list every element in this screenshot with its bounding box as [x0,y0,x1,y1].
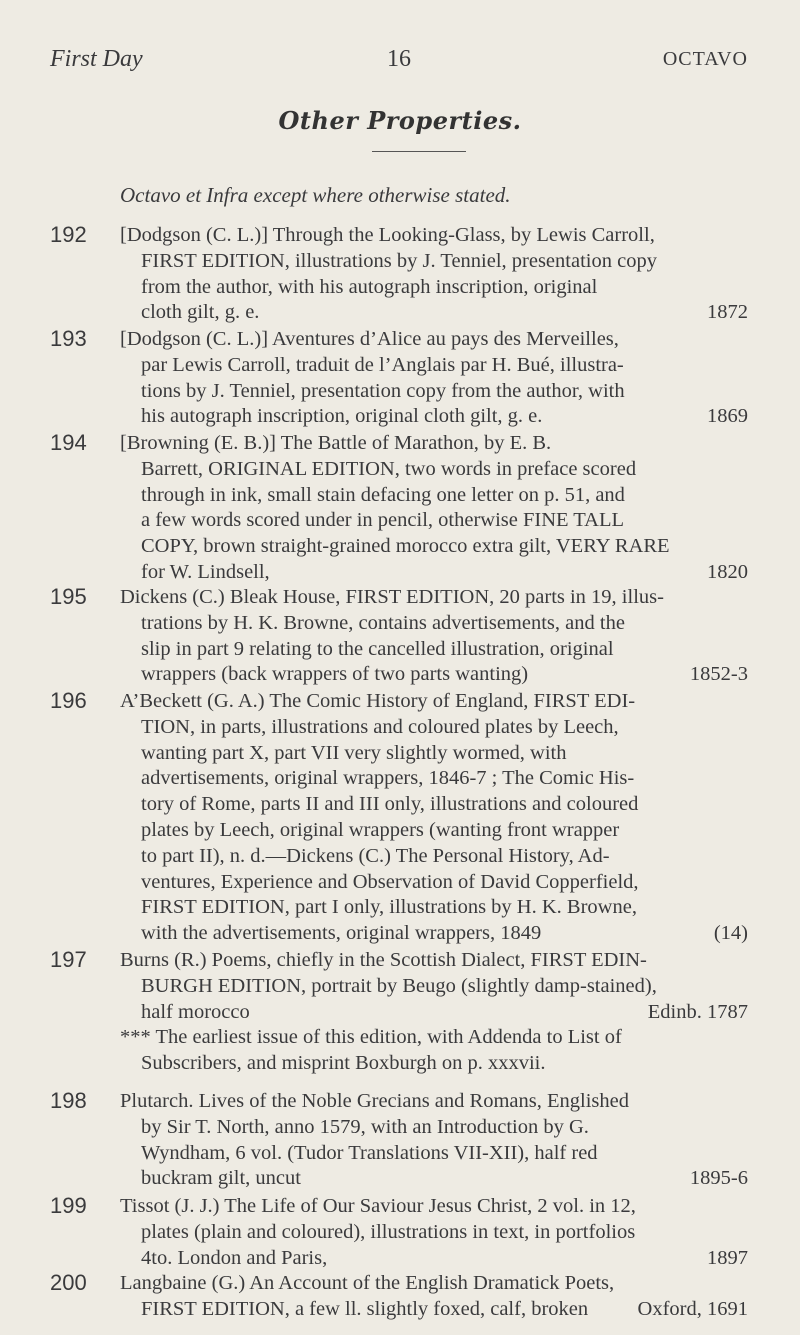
entry-line: BURGH EDITION, portrait by Beugo (slightly damp-stained), [141,974,657,997]
running-head-right: OCTAVO [662,48,748,70]
entry-line: cloth gilt, g. e. [141,301,260,324]
entry-line: from the author, with his autograph inscription, original [141,275,598,298]
entry-date: 1869 [707,405,748,428]
page-number: 16 [387,46,411,72]
entry-line: Langbaine (G.) An Account of the English Dramatick Poets, [120,1272,615,1294]
running-head [50,46,748,76]
entry-line: par Lewis Carroll, traduit de l’Anglais par H. Bué, illustra- [141,353,624,376]
entry-line: FIRST EDITION, a few ll. slightly foxed, calf, broken [141,1297,589,1320]
entry-date: Oxford, 1691 [637,1297,748,1320]
running-head-left: First Day [50,46,143,72]
entry-line: tions by J. Tenniel, presentation copy from the author, with [141,379,625,402]
entry-line: Wyndham, 6 vol. (Tudor Translations VII-XII), half red [141,1141,598,1164]
entry-line: for W. Lindsell, [141,561,270,583]
entry-line: to part II), n. d.—Dickens (C.) The Personal History, Ad- [141,844,610,867]
lot-number: 192 [50,222,87,247]
entry-date: 1820 [707,561,748,583]
section-subtitle: Octavo et Infra except where otherwise stated. [120,183,511,207]
entry-line: A’Beckett (G. A.) The Comic History of England, FIRST EDI- [120,690,636,712]
entry-line: wanting part X, part VII very slightly wormed, with [141,741,567,764]
lot-number: 194 [50,430,87,455]
entry-line: [Dodgson (C. L.)] Through the Looking-Glass, by Lewis Carroll, [120,224,655,246]
lot-number: 193 [50,326,87,351]
entry-line: wrappers (back wrappers of two parts wanting) [141,663,529,686]
entry-line: plates (plain and coloured), illustrations in text, in portfolios [141,1220,636,1243]
section-title: Other Properties. [278,106,522,135]
entry-line: slip in part 9 relating to the cancelled illustration, original [141,637,614,660]
entry-line: FIRST EDITION, part I only, illustrations by H. K. Browne, [141,896,637,919]
lot-number: 200 [50,1270,87,1295]
entry-line: a few words scored under in pencil, otherwise FINE TALL [141,509,625,532]
entry-line: Plutarch. Lives of the Noble Grecians and Romans, Englished [120,1090,629,1112]
entry-date: (14) [713,922,748,945]
entry-line: Barrett, ORIGINAL EDITION, two words in preface scored [141,457,637,480]
entry-line: by Sir T. North, anno 1579, with an Introduction by G. [141,1115,589,1138]
entry-note-line: Subscribers, and misprint Boxburgh on p. xxxvii. [141,1052,546,1075]
lot-number: 196 [50,688,87,713]
lot-number: 197 [50,947,87,972]
entry-date: 1897 [707,1246,748,1269]
entry-line: his autograph inscription, original cloth gilt, g. e. [141,405,543,428]
entry-line: [Dodgson (C. L.)] Aventures d’Alice au pays des Merveilles, [120,328,619,350]
lot-number: 198 [50,1088,87,1113]
entry-line: [Browning (E. B.)] The Battle of Marathon, by E. B. [120,432,552,454]
entry-line: tory of Rome, parts II and III only, illustrations and coloured [141,793,639,816]
title-rule [372,151,466,152]
entry-line: ventures, Experience and Observation of David Copperfield, [141,870,639,893]
entry-line: trations by H. K. Browne, contains advertisements, and the [141,611,625,634]
entry-note-line: *** The earliest issue of this edition, with Addenda to List of [120,1026,622,1049]
entry-line: half morocco [141,1000,250,1023]
entry-date: 1852-3 [689,663,748,686]
entry-line: 4to. London and Paris, [141,1246,328,1269]
entry-line: Dickens (C.) Bleak House, FIRST EDITION, 20 parts in 19, illus- [120,586,664,608]
entry-date: Edinb. 1787 [647,1000,748,1023]
lot-number: 195 [50,584,87,609]
entry-line: with the advertisements, original wrappers, 1849 [141,922,542,945]
entry-line: FIRST EDITION, illustrations by J. Tenniel, presentation copy [141,249,657,272]
entry-line: TION, in parts, illustrations and coloured plates by Leech, [141,715,619,738]
entry-line: through in ink, small stain defacing one letter on p. 51, and [141,483,625,506]
entry-line: COPY, brown straight-grained morocco extra gilt, VERY RARE [141,535,670,558]
entry-line: plates by Leech, original wrappers (wanting front wrapper [141,819,620,841]
lot-number: 199 [50,1193,87,1218]
entry-line: Burns (R.) Poems, chiefly in the Scottish Dialect, FIRST EDIN- [120,949,647,971]
entry-line: buckram gilt, uncut [141,1167,301,1190]
entry-date: 1895-6 [689,1167,748,1190]
entry-date: 1872 [707,301,748,324]
entry-line: Tissot (J. J.) The Life of Our Saviour Jesus Christ, 2 vol. in 12, [120,1195,636,1217]
entry-line: advertisements, original wrappers, 1846-7 ; The Comic His- [141,767,635,790]
